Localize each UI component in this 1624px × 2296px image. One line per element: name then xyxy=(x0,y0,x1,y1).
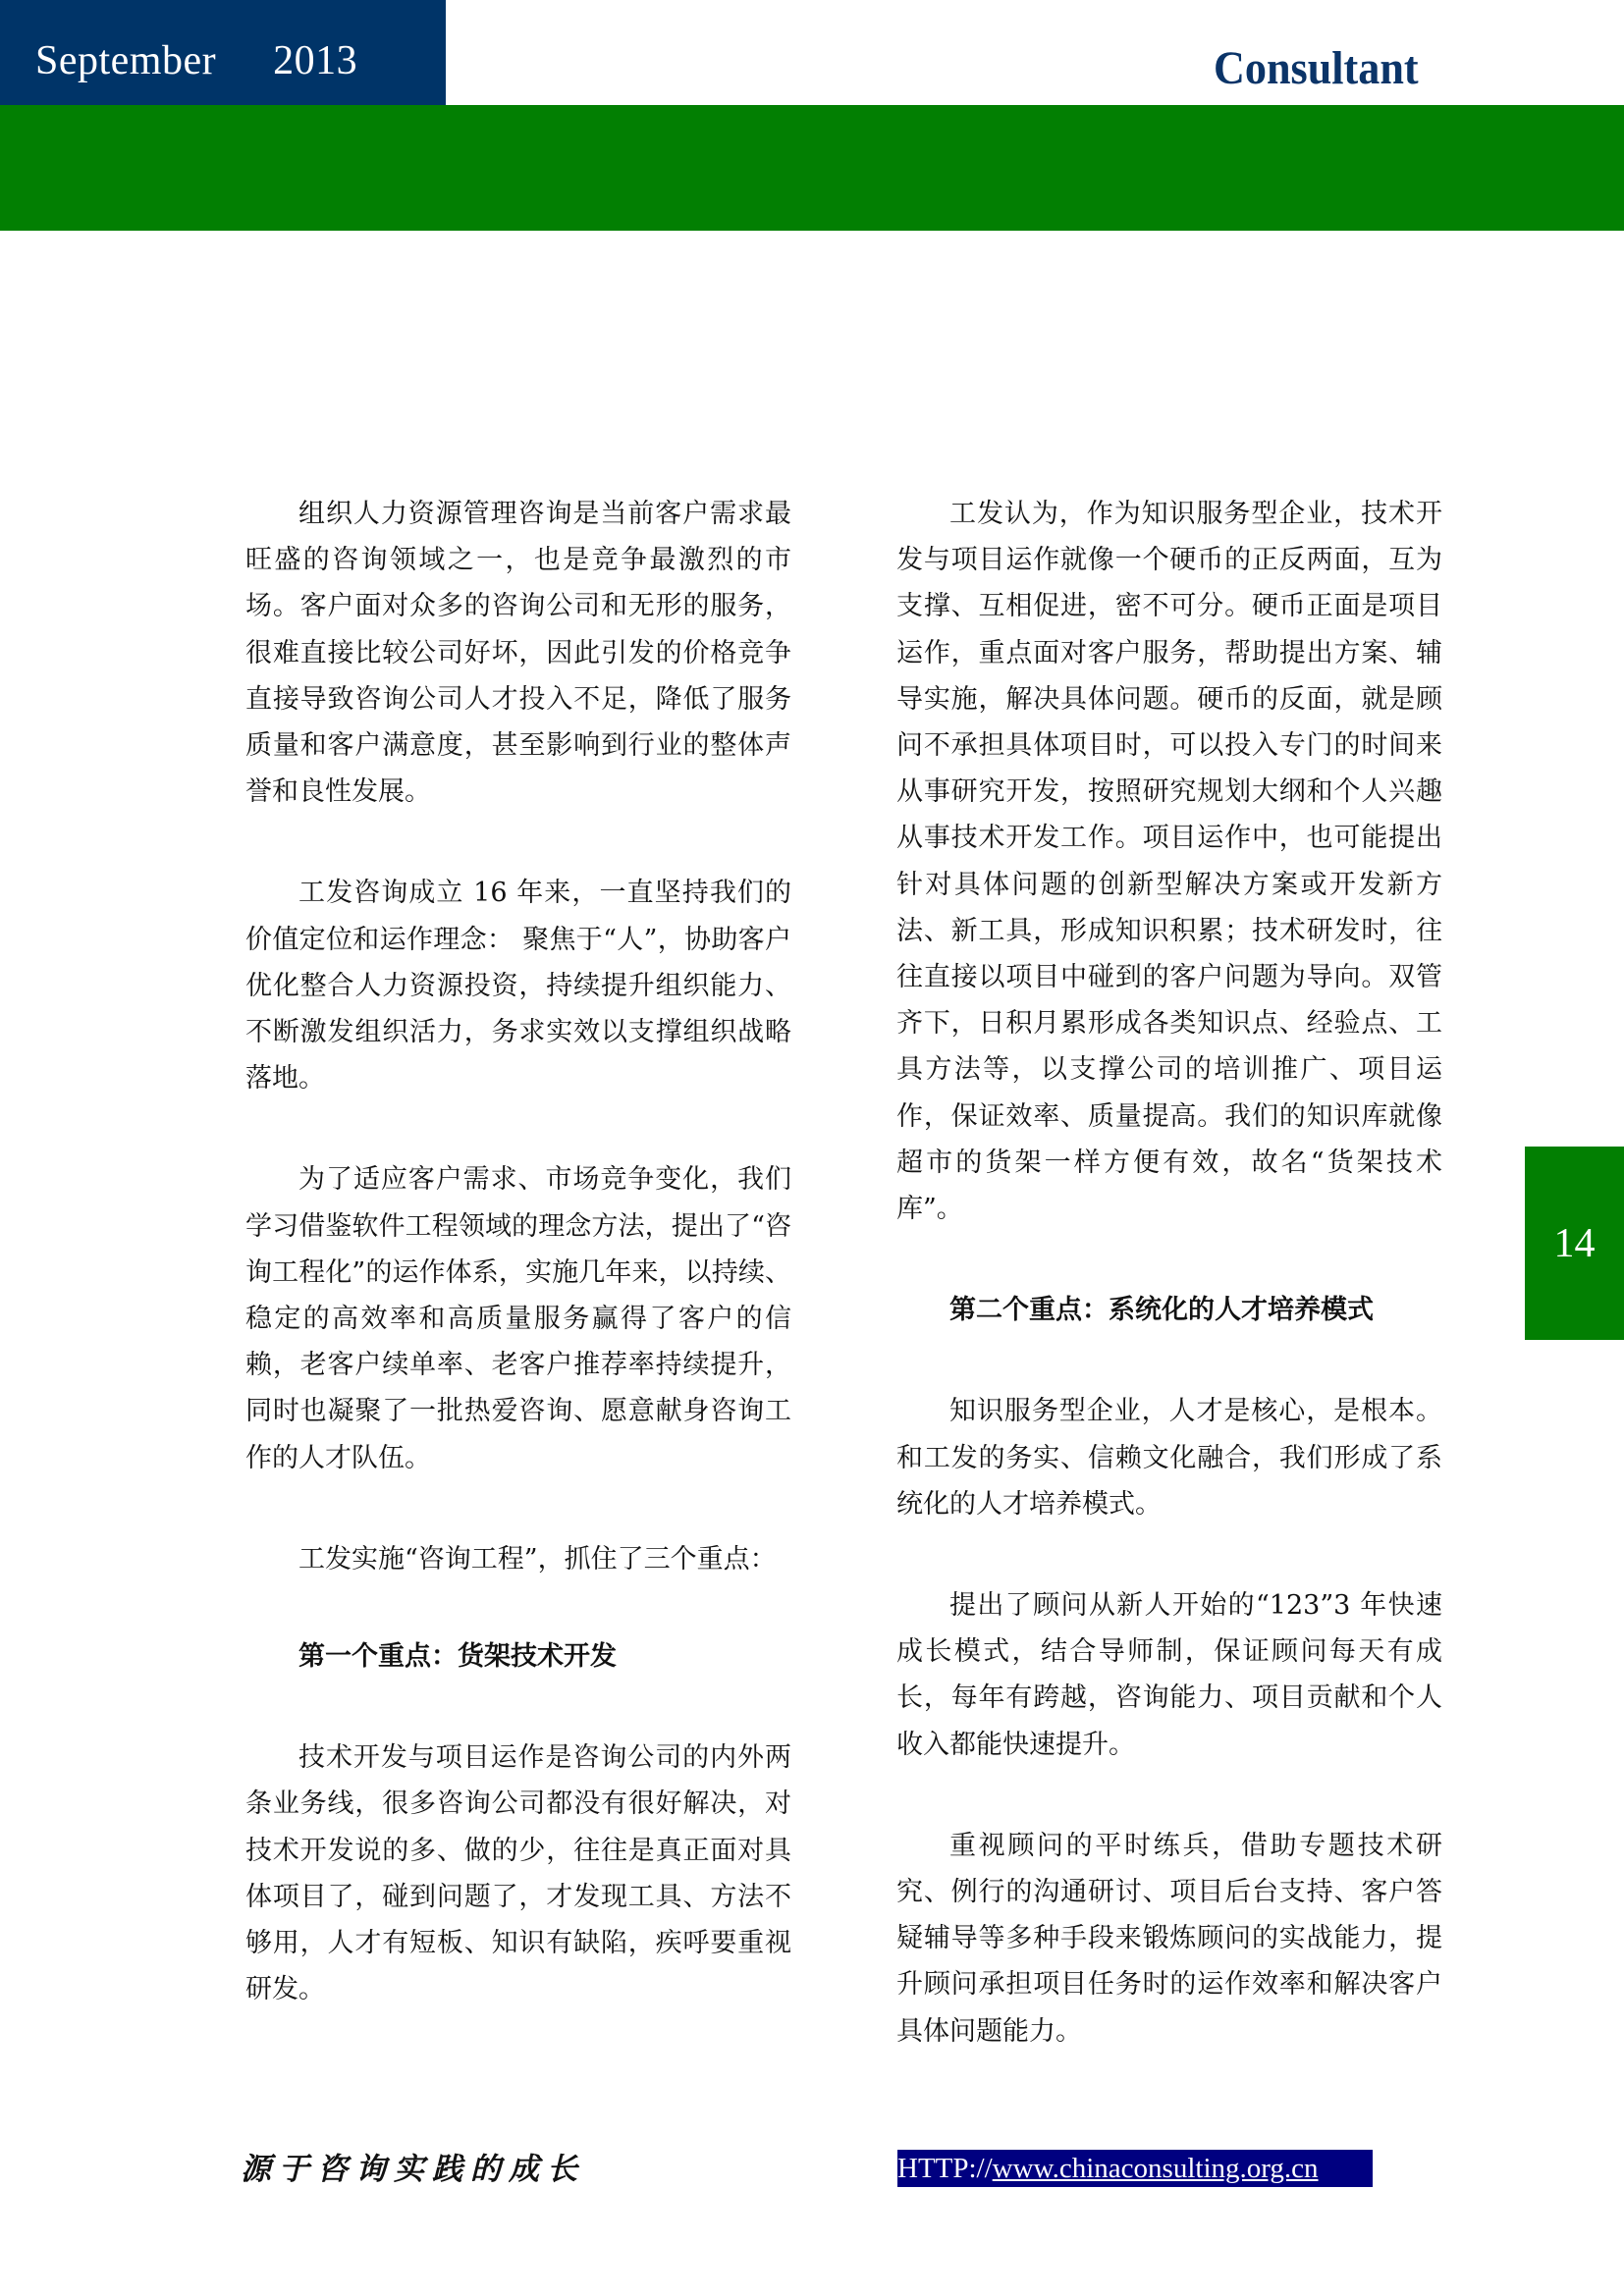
paragraph: 工发实施“咨询工程”，抓住了三个重点： xyxy=(298,1543,777,1575)
magazine-title: Consultant xyxy=(1214,42,1419,94)
paragraph: 知识服务型企业，人才是核心，是根本。和工发的务实、信赖文化融合，我们形成了系统化的人才培养模式。 xyxy=(896,1396,1442,1520)
footer-slogan: 源于咨询实践的成长 xyxy=(241,2152,585,2187)
paragraph: 工发咨询成立 16 年来，一直坚持我们的价值定位和运作理念： 聚焦于“人”，协助客户优化整合人力资源投资，持续提升组织能力、不断激发组织活力，务求实效以支撑组织战略落地。 xyxy=(245,878,791,1095)
url-domain: www.chinaconsulting.org.cn xyxy=(992,2153,1319,2184)
issue-year: 2013 xyxy=(273,38,358,83)
article-right-column xyxy=(896,491,1442,2109)
page-number: 14 xyxy=(1553,1220,1596,1266)
website-link[interactable] xyxy=(897,2150,1373,2187)
article-left-column xyxy=(245,491,791,2067)
paragraph: 重视顾问的平时练兵，借助专题技术研究、例行的沟通研讨、项目后台支持、客户答疑辅导等多种手段来锻炼顾问的实战能力，提升顾问承担项目任务时的运作效率和解决客户具体问题能力。 xyxy=(896,1830,1442,2047)
page-number-tab xyxy=(1525,1147,1624,1340)
header-date-block xyxy=(0,0,446,105)
paragraph: 提出了顾问从新人开始的“123”3 年快速成长模式，结合导师制，保证顾问每天有成长，每年有跨越，咨询能力、项目贡献和个人收入都能快速提升。 xyxy=(896,1590,1442,1760)
issue-month: September xyxy=(35,38,217,83)
paragraph: 为了适应客户需求、市场竞争变化，我们学习借鉴软件工程领域的理念方法，提出了“咨询工程化”的运作体系，实施几年来，以持续、稳定的高效率和高质量服务赢得了客户的信赖，老客户续单率、老客户推荐率持续提升，同时也凝聚了一批热爱咨询、愿意献身咨询工作的人才队伍。 xyxy=(245,1164,791,1473)
issue-date xyxy=(35,37,357,84)
paragraph: 工发认为，作为知识服务型企业，技术开发与项目运作就像一个硬币的正反两面，互为支撑、互相促进，密不可分。硬币正面是项目运作，重点面对客户服务，帮助提出方案、辅导实施，解决具体问题。硬币的反面，就是顾问不承担具体项目时，可以投入专门的时间来从事研究开发，按照研究规划大纲和个人兴趣从事技术开发工作。项目运作中，也可能提出针对具体问题的创新型解决方案或开发新方法、新工具，形成知识积累；技术研发时，往往直接以项目中碰到的客户问题为导向。双管齐下，日积月累形成各类知识点、经验点、工具方法等，以支撑公司的培训推广、项目运作，保证效率、质量提高。我们的知识库就像超市的货架一样方便有效，故名“货架技术库”。 xyxy=(896,499,1442,1225)
section-heading: 第二个重点：系统化的人才培养模式 xyxy=(949,1295,1374,1326)
url-prefix: HTTP:// xyxy=(897,2153,993,2184)
paragraph: 技术开发与项目运作是咨询公司的内外两条业务线，很多咨询公司都没有很好解决，对技术开发说的多、做的少，往往是真正面对具体项目了，碰到问题了，才发现工具、方法不够用，人才有短板、知识有缺陷，疾呼要重视研发。 xyxy=(245,1742,791,2005)
paragraph: 组织人力资源管理咨询是当前客户需求最旺盛的咨询领域之一，也是竞争最激烈的市场。客户面对众多的咨询公司和无形的服务，很难直接比较公司好坏，因此引发的价格竞争直接导致咨询公司人才投入不足，降低了服务质量和客户满意度，甚至影响到行业的整体声誉和良性发展。 xyxy=(245,499,791,808)
header-green-band xyxy=(0,105,1624,231)
section-heading: 第一个重点：货架技术开发 xyxy=(298,1641,617,1673)
